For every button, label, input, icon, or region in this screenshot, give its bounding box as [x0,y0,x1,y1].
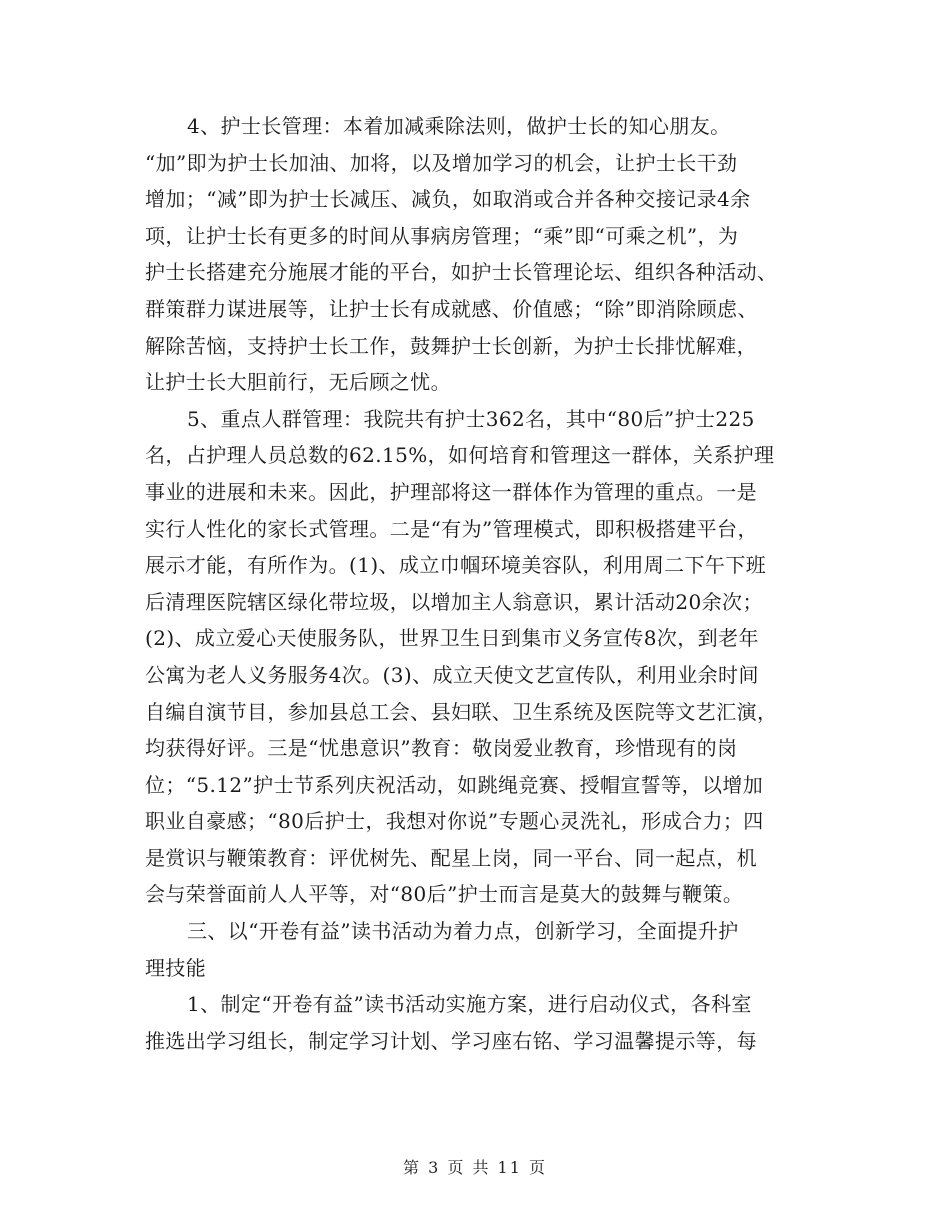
paragraph-line: 事业的进展和未来。因此，护理部将这一群体作为管理的重点。一是 [145,479,757,504]
paragraph-line: 解除苦恼，支持护士长工作，鼓舞护士长创新，为护士长排忧解难， [145,333,757,358]
paragraph-line: 增加；“减”即为护士长减压、减负，如取消或合并各种交接记录4余 [145,187,751,212]
paragraph-line: 展示才能，有所作为。(1)、成立巾帼环境美容队，利用周二下午下班 [145,553,767,578]
section-heading-line: 理技能 [145,955,207,980]
paragraph-line: 实行人性化的家长式管理。二是“有为”管理模式，即积极搭建平台， [145,516,758,541]
paragraph-line: 5、重点人群管理：我院共有护士362名，其中“80后”护士225 [187,406,755,431]
paragraph-line: (2)、成立爱心天使服务队，世界卫生日到集市义务宣传8次，到老年 [145,626,759,651]
paragraph-line: 项，让护士长有更多的时间从事病房管理；“乘”即“可乘之机”，为 [145,223,739,248]
paragraph-line: 自编自演节目，参加县总工会、县妇联、卫生系统及医院等文艺汇演， [145,699,778,724]
page-number-footer: 第 3 页 共 11 页 [403,1158,547,1177]
paragraph-line: 让护士长大胆前行，无后顾之忧。 [145,370,451,395]
document-body [145,108,810,1059]
paragraph-line: 后清理医院辖区绿化带垃圾，以增加主人翁意识，累计活动20余次； [145,589,763,614]
paragraph-line: 均获得好评。三是“忧患意识”教育：敬岗爱业教育，珍惜现有的岗 [145,736,738,761]
paragraph-line: 职业自豪感；“80后护士，我想对你说”专题心灵洗礼，形成合力；四 [145,809,764,834]
paragraph-line: 位；“5.12”护士节系列庆祝活动，如跳绳竞赛、授帽宣誓等，以增加 [145,772,764,797]
paragraph-line: 群策群力谋进展等，让护士长有成就感、价值感；“除”即消除顾虑、 [145,296,758,321]
paragraph-line: 护士长搭建充分施展才能的平台，如护士长管理论坛、组织各种活动、 [145,260,778,285]
paragraph-line: 会与荣誉面前人人平等，对“80后”护士而言是莫大的鼓舞与鞭策。 [145,882,744,907]
section-heading-line: 三、以“开卷有益”读书活动为着力点，创新学习，全面提升护 [187,919,739,944]
paragraph-line: 公寓为老人义务服务4次。(3)、成立天使文艺宣传队，利用业余时间 [145,662,759,687]
paragraph-line: 4、护士长管理：本着加减乘除法则，做护士长的知心朋友。 [187,114,731,138]
paragraph-line: “加”即为护士长加油、加将，以及增加学习的机会，让护士长干劲 [145,150,738,175]
paragraph-line: 1、制定“开卷有益”读书活动实施方案，进行启动仪式，各科室 [187,992,752,1017]
paragraph-line: 名，占护理人员总数的62.15%，如何培育和管理这一群体，关系护理 [145,443,775,468]
paragraph-line: 是赏识与鞭策教育：评优树先、配星上岗，同一平台、同一起点，机 [145,845,757,870]
paragraph-line: 推选出学习组长，制定学习计划、学习座右铭、学习温馨提示等，每 [145,1028,757,1053]
